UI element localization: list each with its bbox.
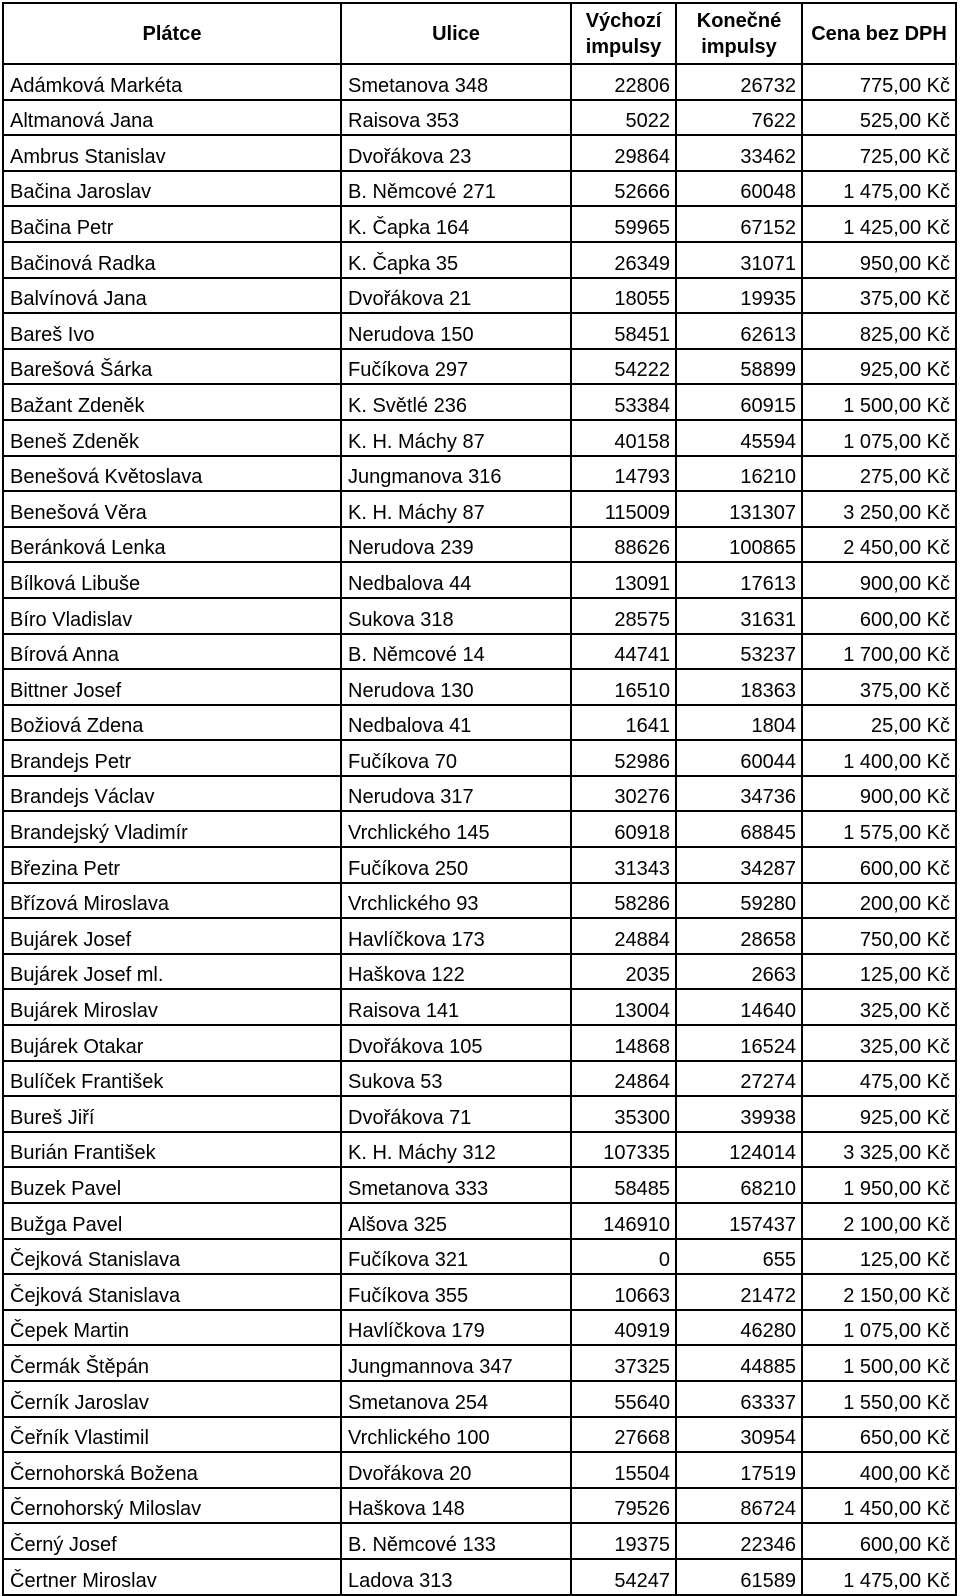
cell-konecne-impulsy: 131307 (676, 491, 802, 527)
header-konecne-impulsy (676, 3, 802, 64)
cell-vychozi-impulsy: 60918 (571, 811, 676, 847)
table-row (3, 527, 956, 563)
cell-cena: 1 475,00 Kč (802, 171, 956, 207)
table-row (3, 1132, 956, 1168)
cell-ulice: K. Čapka 164 (341, 206, 571, 242)
cell-ulice: B. Němcové 14 (341, 634, 571, 670)
cell-cena: 925,00 Kč (802, 349, 956, 385)
cell-cena: 925,00 Kč (802, 1096, 956, 1132)
table-row (3, 634, 956, 670)
cell-konecne-impulsy: 59280 (676, 883, 802, 919)
cell-konecne-impulsy: 68845 (676, 811, 802, 847)
cell-vychozi-impulsy: 52986 (571, 740, 676, 776)
cell-platce: Březina Petr (3, 847, 341, 883)
table-row (3, 811, 956, 847)
cell-cena: 3 250,00 Kč (802, 491, 956, 527)
cell-vychozi-impulsy: 58485 (571, 1167, 676, 1203)
billing-sheet (2, 2, 957, 1596)
cell-platce: Buzek Pavel (3, 1167, 341, 1203)
cell-vychozi-impulsy: 0 (571, 1239, 676, 1275)
cell-vychozi-impulsy: 35300 (571, 1096, 676, 1132)
header-vychozi-impulsy (571, 3, 676, 64)
cell-vychozi-impulsy: 19375 (571, 1523, 676, 1559)
cell-ulice: Dvořákova 23 (341, 135, 571, 171)
cell-cena: 1 950,00 Kč (802, 1167, 956, 1203)
cell-konecne-impulsy: 14640 (676, 989, 802, 1025)
cell-ulice: Havlíčkova 173 (341, 918, 571, 954)
cell-cena: 1 450,00 Kč (802, 1488, 956, 1524)
cell-vychozi-impulsy: 40919 (571, 1310, 676, 1346)
cell-vychozi-impulsy: 88626 (571, 527, 676, 563)
cell-konecne-impulsy: 16210 (676, 456, 802, 492)
cell-cena: 1 700,00 Kč (802, 634, 956, 670)
table-row (3, 349, 956, 385)
table-row (3, 847, 956, 883)
table-row (3, 384, 956, 420)
table-row (3, 562, 956, 598)
cell-cena: 775,00 Kč (802, 64, 956, 100)
cell-ulice: Nerudova 239 (341, 527, 571, 563)
cell-vychozi-impulsy: 44741 (571, 634, 676, 670)
cell-konecne-impulsy: 61589 (676, 1559, 802, 1595)
cell-platce: Barešová Šárka (3, 349, 341, 385)
header-row (3, 3, 956, 64)
cell-vychozi-impulsy: 31343 (571, 847, 676, 883)
cell-ulice: K. H. Máchy 87 (341, 491, 571, 527)
cell-vychozi-impulsy: 27668 (571, 1417, 676, 1453)
cell-cena: 725,00 Kč (802, 135, 956, 171)
cell-platce: Bírová Anna (3, 634, 341, 670)
table-row (3, 1025, 956, 1061)
cell-konecne-impulsy: 1804 (676, 705, 802, 741)
cell-ulice: Nerudova 130 (341, 669, 571, 705)
table-row (3, 1381, 956, 1417)
cell-konecne-impulsy: 31631 (676, 598, 802, 634)
cell-platce: Bittner Josef (3, 669, 341, 705)
cell-ulice: Vrchlického 100 (341, 1417, 571, 1453)
cell-konecne-impulsy: 86724 (676, 1488, 802, 1524)
cell-ulice: B. Němcové 133 (341, 1523, 571, 1559)
cell-konecne-impulsy: 58899 (676, 349, 802, 385)
cell-platce: Beneš Zdeněk (3, 420, 341, 456)
cell-ulice: Fučíkova 250 (341, 847, 571, 883)
header-konecne-line1: Konečné (696, 9, 782, 32)
cell-vychozi-impulsy: 14868 (571, 1025, 676, 1061)
table-row (3, 206, 956, 242)
cell-platce: Bačina Jaroslav (3, 171, 341, 207)
table-row (3, 598, 956, 634)
cell-platce: Bažant Zdeněk (3, 384, 341, 420)
cell-vychozi-impulsy: 30276 (571, 776, 676, 812)
cell-konecne-impulsy: 34287 (676, 847, 802, 883)
cell-konecne-impulsy: 22346 (676, 1523, 802, 1559)
cell-ulice: Nedbalova 41 (341, 705, 571, 741)
cell-konecne-impulsy: 2663 (676, 954, 802, 990)
cell-vychozi-impulsy: 2035 (571, 954, 676, 990)
cell-cena: 325,00 Kč (802, 1025, 956, 1061)
cell-vychozi-impulsy: 10663 (571, 1274, 676, 1310)
table-row (3, 1523, 956, 1559)
cell-cena: 1 075,00 Kč (802, 1310, 956, 1346)
header-cena-bez-dph: Cena bez DPH (802, 3, 956, 64)
cell-platce: Balvínová Jana (3, 278, 341, 314)
cell-ulice: Ladova 313 (341, 1559, 571, 1595)
cell-vychozi-impulsy: 5022 (571, 100, 676, 136)
table-row (3, 669, 956, 705)
cell-cena: 125,00 Kč (802, 1239, 956, 1275)
cell-platce: Břízová Miroslava (3, 883, 341, 919)
table-row (3, 420, 956, 456)
table-row (3, 1061, 956, 1097)
cell-vychozi-impulsy: 18055 (571, 278, 676, 314)
cell-konecne-impulsy: 60915 (676, 384, 802, 420)
cell-konecne-impulsy: 39938 (676, 1096, 802, 1132)
cell-konecne-impulsy: 33462 (676, 135, 802, 171)
header-vychozi-line1: Výchozí (585, 9, 662, 32)
cell-vychozi-impulsy: 52666 (571, 171, 676, 207)
cell-ulice: Smetanova 254 (341, 1381, 571, 1417)
cell-konecne-impulsy: 34736 (676, 776, 802, 812)
cell-vychozi-impulsy: 79526 (571, 1488, 676, 1524)
cell-konecne-impulsy: 60044 (676, 740, 802, 776)
table-row (3, 1488, 956, 1524)
cell-ulice: Dvořákova 21 (341, 278, 571, 314)
header-vychozi-line2: impulsy (585, 35, 662, 58)
cell-platce: Bujárek Josef (3, 918, 341, 954)
cell-platce: Božiová Zdena (3, 705, 341, 741)
cell-ulice: Nerudova 150 (341, 313, 571, 349)
cell-ulice: Nerudova 317 (341, 776, 571, 812)
table-row (3, 1310, 956, 1346)
cell-vychozi-impulsy: 1641 (571, 705, 676, 741)
cell-ulice: Smetanova 333 (341, 1167, 571, 1203)
table-row (3, 918, 956, 954)
table-row (3, 313, 956, 349)
table-row (3, 1559, 956, 1595)
cell-ulice: K. H. Máchy 87 (341, 420, 571, 456)
cell-cena: 600,00 Kč (802, 847, 956, 883)
table-row (3, 1239, 956, 1275)
cell-platce: Adámková Markéta (3, 64, 341, 100)
cell-vychozi-impulsy: 107335 (571, 1132, 676, 1168)
cell-platce: Bureš Jiří (3, 1096, 341, 1132)
cell-konecne-impulsy: 31071 (676, 242, 802, 278)
cell-cena: 600,00 Kč (802, 598, 956, 634)
cell-konecne-impulsy: 7622 (676, 100, 802, 136)
table-row (3, 1345, 956, 1381)
cell-ulice: K. H. Máchy 312 (341, 1132, 571, 1168)
table-row (3, 740, 956, 776)
cell-cena: 200,00 Kč (802, 883, 956, 919)
table-row (3, 1274, 956, 1310)
cell-ulice: Haškova 122 (341, 954, 571, 990)
cell-vychozi-impulsy: 22806 (571, 64, 676, 100)
cell-vychozi-impulsy: 14793 (571, 456, 676, 492)
cell-ulice: Fučíkova 321 (341, 1239, 571, 1275)
cell-konecne-impulsy: 30954 (676, 1417, 802, 1453)
table-row (3, 491, 956, 527)
cell-platce: Benešová Květoslava (3, 456, 341, 492)
cell-cena: 1 425,00 Kč (802, 206, 956, 242)
cell-ulice: Alšova 325 (341, 1203, 571, 1239)
cell-platce: Bareš Ivo (3, 313, 341, 349)
cell-platce: Bujárek Miroslav (3, 989, 341, 1025)
cell-vychozi-impulsy: 13091 (571, 562, 676, 598)
cell-platce: Čeřník Vlastimil (3, 1417, 341, 1453)
header-ulice: Ulice (341, 3, 571, 64)
table-row (3, 64, 956, 100)
cell-ulice: Sukova 318 (341, 598, 571, 634)
cell-platce: Bužga Pavel (3, 1203, 341, 1239)
cell-konecne-impulsy: 16524 (676, 1025, 802, 1061)
cell-platce: Čejková Stanislava (3, 1274, 341, 1310)
cell-cena: 750,00 Kč (802, 918, 956, 954)
cell-konecne-impulsy: 157437 (676, 1203, 802, 1239)
cell-platce: Bačina Petr (3, 206, 341, 242)
cell-vychozi-impulsy: 58286 (571, 883, 676, 919)
cell-platce: Ambrus Stanislav (3, 135, 341, 171)
header-platce: Plátce (3, 3, 341, 64)
cell-ulice: Fučíkova 355 (341, 1274, 571, 1310)
cell-ulice: Haškova 148 (341, 1488, 571, 1524)
cell-konecne-impulsy: 60048 (676, 171, 802, 207)
cell-platce: Čermák Štěpán (3, 1345, 341, 1381)
cell-konecne-impulsy: 19935 (676, 278, 802, 314)
cell-cena: 825,00 Kč (802, 313, 956, 349)
cell-platce: Černík Jaroslav (3, 1381, 341, 1417)
cell-konecne-impulsy: 45594 (676, 420, 802, 456)
table-row (3, 954, 956, 990)
cell-konecne-impulsy: 26732 (676, 64, 802, 100)
cell-cena: 525,00 Kč (802, 100, 956, 136)
cell-platce: Bujárek Otakar (3, 1025, 341, 1061)
cell-ulice: Jungmannova 347 (341, 1345, 571, 1381)
table-row (3, 883, 956, 919)
cell-platce: Černý Josef (3, 1523, 341, 1559)
cell-konecne-impulsy: 63337 (676, 1381, 802, 1417)
cell-ulice: K. Světlé 236 (341, 384, 571, 420)
cell-vychozi-impulsy: 53384 (571, 384, 676, 420)
cell-cena: 375,00 Kč (802, 278, 956, 314)
cell-ulice: Dvořákova 71 (341, 1096, 571, 1132)
cell-vychozi-impulsy: 40158 (571, 420, 676, 456)
table-row (3, 1417, 956, 1453)
cell-ulice: Fučíkova 297 (341, 349, 571, 385)
cell-cena: 1 500,00 Kč (802, 1345, 956, 1381)
cell-cena: 2 150,00 Kč (802, 1274, 956, 1310)
cell-konecne-impulsy: 124014 (676, 1132, 802, 1168)
table-row (3, 456, 956, 492)
table-row (3, 705, 956, 741)
table-body (3, 64, 956, 1595)
cell-cena: 125,00 Kč (802, 954, 956, 990)
table-row (3, 242, 956, 278)
cell-cena: 1 400,00 Kč (802, 740, 956, 776)
cell-platce: Altmanová Jana (3, 100, 341, 136)
table-row (3, 1096, 956, 1132)
cell-vychozi-impulsy: 115009 (571, 491, 676, 527)
cell-cena: 475,00 Kč (802, 1061, 956, 1097)
billing-table (2, 2, 957, 1596)
cell-vychozi-impulsy: 54247 (571, 1559, 676, 1595)
cell-konecne-impulsy: 53237 (676, 634, 802, 670)
cell-ulice: Smetanova 348 (341, 64, 571, 100)
cell-cena: 25,00 Kč (802, 705, 956, 741)
cell-cena: 2 100,00 Kč (802, 1203, 956, 1239)
cell-cena: 400,00 Kč (802, 1452, 956, 1488)
cell-konecne-impulsy: 17519 (676, 1452, 802, 1488)
cell-ulice: Raisova 141 (341, 989, 571, 1025)
cell-vychozi-impulsy: 26349 (571, 242, 676, 278)
cell-cena: 3 325,00 Kč (802, 1132, 956, 1168)
cell-konecne-impulsy: 17613 (676, 562, 802, 598)
cell-ulice: Jungmanova 316 (341, 456, 571, 492)
cell-vychozi-impulsy: 55640 (571, 1381, 676, 1417)
table-row (3, 989, 956, 1025)
cell-konecne-impulsy: 62613 (676, 313, 802, 349)
cell-ulice: Sukova 53 (341, 1061, 571, 1097)
cell-konecne-impulsy: 18363 (676, 669, 802, 705)
table-row (3, 100, 956, 136)
cell-ulice: Fučíkova 70 (341, 740, 571, 776)
cell-platce: Brandejs Václav (3, 776, 341, 812)
cell-cena: 600,00 Kč (802, 1523, 956, 1559)
table-row (3, 776, 956, 812)
cell-cena: 950,00 Kč (802, 242, 956, 278)
cell-cena: 1 475,00 Kč (802, 1559, 956, 1595)
cell-konecne-impulsy: 44885 (676, 1345, 802, 1381)
cell-konecne-impulsy: 46280 (676, 1310, 802, 1346)
cell-platce: Bíro Vladislav (3, 598, 341, 634)
cell-ulice: B. Němcové 271 (341, 171, 571, 207)
cell-platce: Beránková Lenka (3, 527, 341, 563)
cell-platce: Čepek Martin (3, 1310, 341, 1346)
cell-vychozi-impulsy: 16510 (571, 669, 676, 705)
table-row (3, 171, 956, 207)
cell-platce: Brandejs Petr (3, 740, 341, 776)
cell-cena: 1 550,00 Kč (802, 1381, 956, 1417)
cell-konecne-impulsy: 27274 (676, 1061, 802, 1097)
cell-vychozi-impulsy: 24864 (571, 1061, 676, 1097)
cell-konecne-impulsy: 100865 (676, 527, 802, 563)
cell-vychozi-impulsy: 28575 (571, 598, 676, 634)
cell-konecne-impulsy: 655 (676, 1239, 802, 1275)
cell-vychozi-impulsy: 13004 (571, 989, 676, 1025)
cell-cena: 325,00 Kč (802, 989, 956, 1025)
cell-platce: Čertner Miroslav (3, 1559, 341, 1595)
table-row (3, 1167, 956, 1203)
cell-platce: Černohorská Božena (3, 1452, 341, 1488)
cell-platce: Čejková Stanislava (3, 1239, 341, 1275)
cell-ulice: Raisova 353 (341, 100, 571, 136)
cell-konecne-impulsy: 21472 (676, 1274, 802, 1310)
table-row (3, 1203, 956, 1239)
cell-cena: 275,00 Kč (802, 456, 956, 492)
cell-vychozi-impulsy: 54222 (571, 349, 676, 385)
cell-ulice: Vrchlického 93 (341, 883, 571, 919)
cell-cena: 2 450,00 Kč (802, 527, 956, 563)
cell-platce: Bílková Libuše (3, 562, 341, 598)
table-row (3, 1452, 956, 1488)
table-row (3, 278, 956, 314)
cell-ulice: Nedbalova 44 (341, 562, 571, 598)
cell-konecne-impulsy: 67152 (676, 206, 802, 242)
cell-cena: 650,00 Kč (802, 1417, 956, 1453)
cell-platce: Benešová Věra (3, 491, 341, 527)
cell-ulice: Havlíčkova 179 (341, 1310, 571, 1346)
cell-platce: Burián František (3, 1132, 341, 1168)
cell-cena: 1 500,00 Kč (802, 384, 956, 420)
cell-platce: Černohorský Miloslav (3, 1488, 341, 1524)
cell-ulice: Dvořákova 20 (341, 1452, 571, 1488)
cell-vychozi-impulsy: 15504 (571, 1452, 676, 1488)
cell-cena: 1 575,00 Kč (802, 811, 956, 847)
cell-vychozi-impulsy: 59965 (571, 206, 676, 242)
cell-vychozi-impulsy: 58451 (571, 313, 676, 349)
cell-konecne-impulsy: 68210 (676, 1167, 802, 1203)
cell-vychozi-impulsy: 24884 (571, 918, 676, 954)
cell-vychozi-impulsy: 37325 (571, 1345, 676, 1381)
cell-platce: Bujárek Josef ml. (3, 954, 341, 990)
cell-vychozi-impulsy: 29864 (571, 135, 676, 171)
cell-ulice: Dvořákova 105 (341, 1025, 571, 1061)
cell-cena: 375,00 Kč (802, 669, 956, 705)
table-row (3, 135, 956, 171)
cell-platce: Brandejský Vladimír (3, 811, 341, 847)
cell-ulice: K. Čapka 35 (341, 242, 571, 278)
cell-platce: Bačinová Radka (3, 242, 341, 278)
cell-platce: Bulíček František (3, 1061, 341, 1097)
cell-cena: 900,00 Kč (802, 562, 956, 598)
cell-ulice: Vrchlického 145 (341, 811, 571, 847)
header-konecne-line2: impulsy (701, 35, 777, 58)
cell-cena: 1 075,00 Kč (802, 420, 956, 456)
cell-cena: 900,00 Kč (802, 776, 956, 812)
cell-vychozi-impulsy: 146910 (571, 1203, 676, 1239)
cell-konecne-impulsy: 28658 (676, 918, 802, 954)
